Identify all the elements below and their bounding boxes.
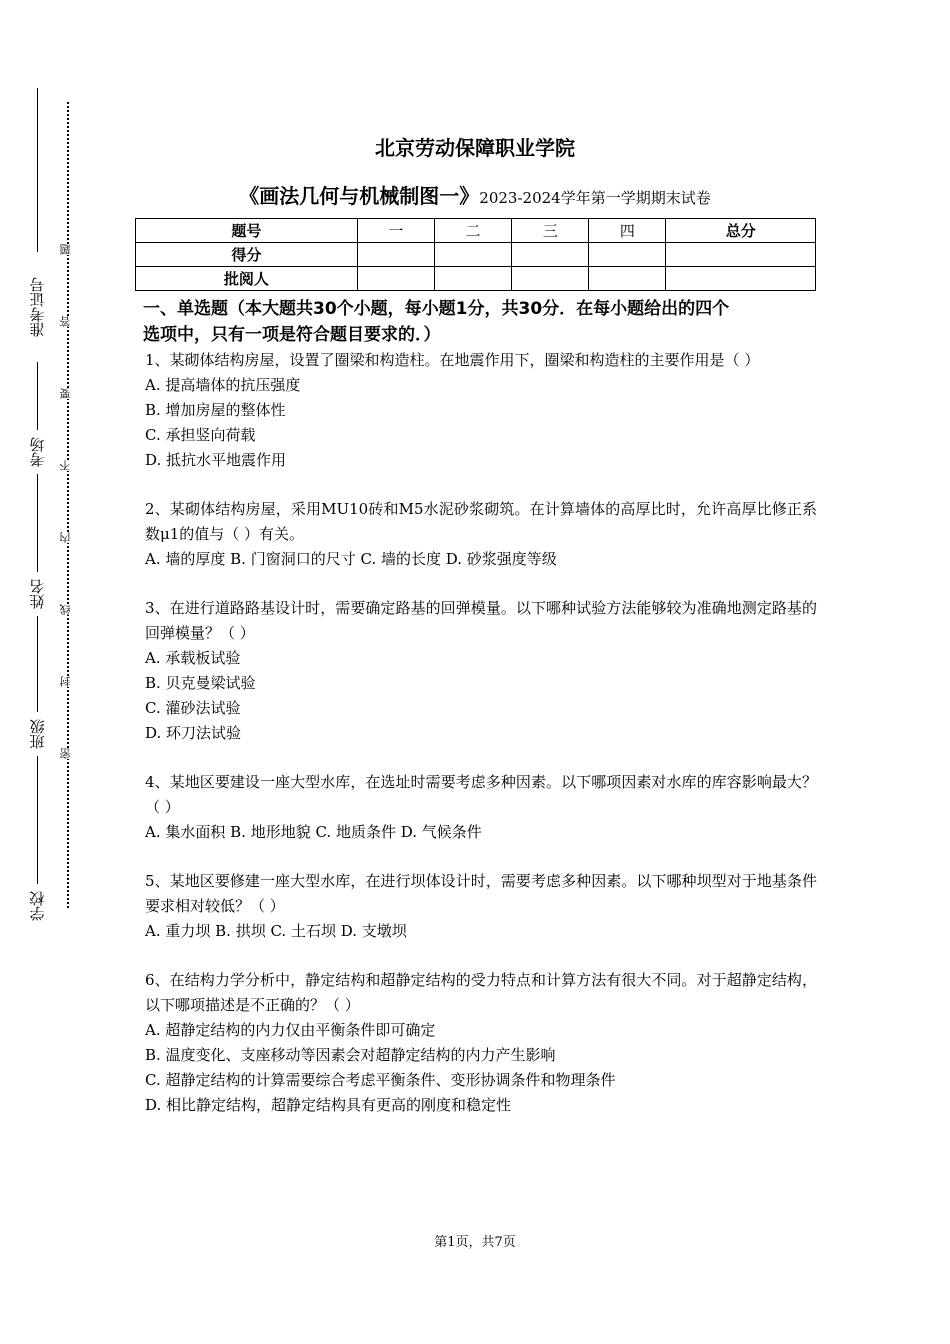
- table-header-cell: 一: [357, 219, 434, 243]
- score-cell: [434, 243, 511, 267]
- options-line: A. 墙的厚度 B. 门窗洞口的尺寸 C. 墙的长度 D. 砂浆强度等级: [145, 550, 557, 568]
- question-3: [145, 596, 817, 746]
- table-header-cell: 四: [589, 219, 666, 243]
- grader-cell: [357, 267, 434, 291]
- table-header-cell: 二: [434, 219, 511, 243]
- seal-char: 不: [60, 460, 76, 471]
- question-stem: 6、在结构力学分析中，静定结构和超静定结构的受力特点和计算方法有很大不同。对于超静定结构，以下哪项描述是不正确的？（ ）: [145, 971, 817, 1014]
- question-stem: 1、某砌体结构房屋，设置了圈梁和构造柱。在地震作用下，圈梁和构造柱的主要作用是（ ）: [145, 351, 760, 369]
- field-class: 班级: [22, 712, 54, 756]
- score-cell: [357, 243, 434, 267]
- question-stem: 4、某地区要建设一座大型水库，在选址时需要考虑多种因素。以下哪项因素对水库的库容影响最大？（ ）: [145, 773, 817, 816]
- field-exam-number: 准考证号: [22, 252, 54, 362]
- seal-char: 封: [60, 676, 76, 687]
- score-table: [135, 218, 816, 291]
- table-header-cell: 三: [512, 219, 589, 243]
- option-b: B. 增加房屋的整体性: [145, 401, 286, 419]
- option-b: B. 贝克曼梁试验: [145, 674, 256, 692]
- grader-cell: [512, 267, 589, 291]
- grader-row: [136, 267, 816, 291]
- question-2: [145, 497, 817, 572]
- question-1: [145, 348, 817, 473]
- page-footer: 第1页，共7页: [434, 1235, 516, 1250]
- question-stem: 3、在进行道路路基设计时，需要确定路基的回弹模量。以下哪种试验方法能够较为准确地测定路基的回弹模量？（ ）: [145, 599, 817, 642]
- term-title: 2023-2024学年第一学期期末试卷: [479, 189, 711, 207]
- option-c: C. 超静定结构的计算需要综合考虑平衡条件、变形协调条件和物理条件: [145, 1071, 616, 1089]
- option-c: C. 承担竖向荷载: [145, 426, 256, 444]
- field-exam-room: 考场: [22, 430, 54, 474]
- grader-cell: [666, 267, 816, 291]
- option-d: D. 环刀法试验: [145, 724, 242, 742]
- seal-char: 内: [60, 532, 76, 543]
- question-4: [145, 770, 817, 845]
- score-row: [136, 243, 816, 267]
- score-cell: [589, 243, 666, 267]
- section-title-line: 选项中，只有一项是符合题目要求的．）: [143, 325, 441, 345]
- table-header-cell: 题号: [136, 219, 358, 243]
- options-line: A. 重力坝 B. 拱坝 C. 土石坝 D. 支墩坝: [145, 922, 407, 940]
- table-header-cell: 总分: [666, 219, 816, 243]
- seal-char: 题: [60, 244, 76, 255]
- option-d: D. 相比静定结构，超静定结构具有更高的刚度和稳定性: [145, 1096, 512, 1114]
- options-line: A. 集水面积 B. 地形地貌 C. 地质条件 D. 气候条件: [145, 823, 482, 841]
- field-school: 学校: [22, 884, 54, 928]
- seal-char: 线: [60, 604, 76, 615]
- question-stem: 2、某砌体结构房屋，采用MU10砖和M5水泥砂浆砌筑。在计算墙体的高厚比时，允许高厚比修正系数μ1的值与（ ）有关。: [145, 500, 817, 543]
- option-b: B. 温度变化、支座移动等因素会对超静定结构的内力产生影响: [145, 1046, 556, 1064]
- option-c: C. 灌砂法试验: [145, 699, 241, 717]
- seal-char: 答: [60, 316, 76, 327]
- course-title: 《画法几何与机械制图一》: [239, 184, 480, 208]
- option-a: A. 提高墙体的抗压强度: [145, 376, 301, 394]
- section-title-line: 一、单选题（本大题共30个小题，每小题1分，共30分．在每小题给出的四个: [143, 299, 730, 319]
- question-section: [145, 296, 817, 1118]
- field-name: 姓名: [22, 572, 54, 616]
- seal-char: 密: [60, 748, 76, 759]
- question-5: [145, 869, 817, 944]
- score-cell: [512, 243, 589, 267]
- question-6: [145, 968, 817, 1118]
- question-stem: 5、某地区要修建一座大型水库，在进行坝体设计时，需要考虑多种因素。以下哪种坝型对于地基条件要求相对较低？（ ）: [145, 872, 817, 915]
- grader-cell: [589, 267, 666, 291]
- row-label: 批阅人: [136, 267, 358, 291]
- grader-cell: [434, 267, 511, 291]
- option-a: A. 承载板试验: [145, 649, 241, 667]
- option-d: D. 抵抗水平地震作用: [145, 451, 287, 469]
- section-title: [143, 296, 817, 348]
- option-a: A. 超静定结构的内力仅由平衡条件即可确定: [145, 1021, 436, 1039]
- binding-solid-line: [37, 88, 38, 910]
- seal-char: 要: [60, 388, 76, 399]
- seal-dotted-line: [67, 102, 69, 908]
- score-cell: [666, 243, 816, 267]
- row-label: 得分: [136, 243, 358, 267]
- score-table-header-row: [136, 219, 816, 243]
- school-name: 北京劳动保障职业学院: [375, 136, 575, 160]
- exam-title: [0, 180, 950, 209]
